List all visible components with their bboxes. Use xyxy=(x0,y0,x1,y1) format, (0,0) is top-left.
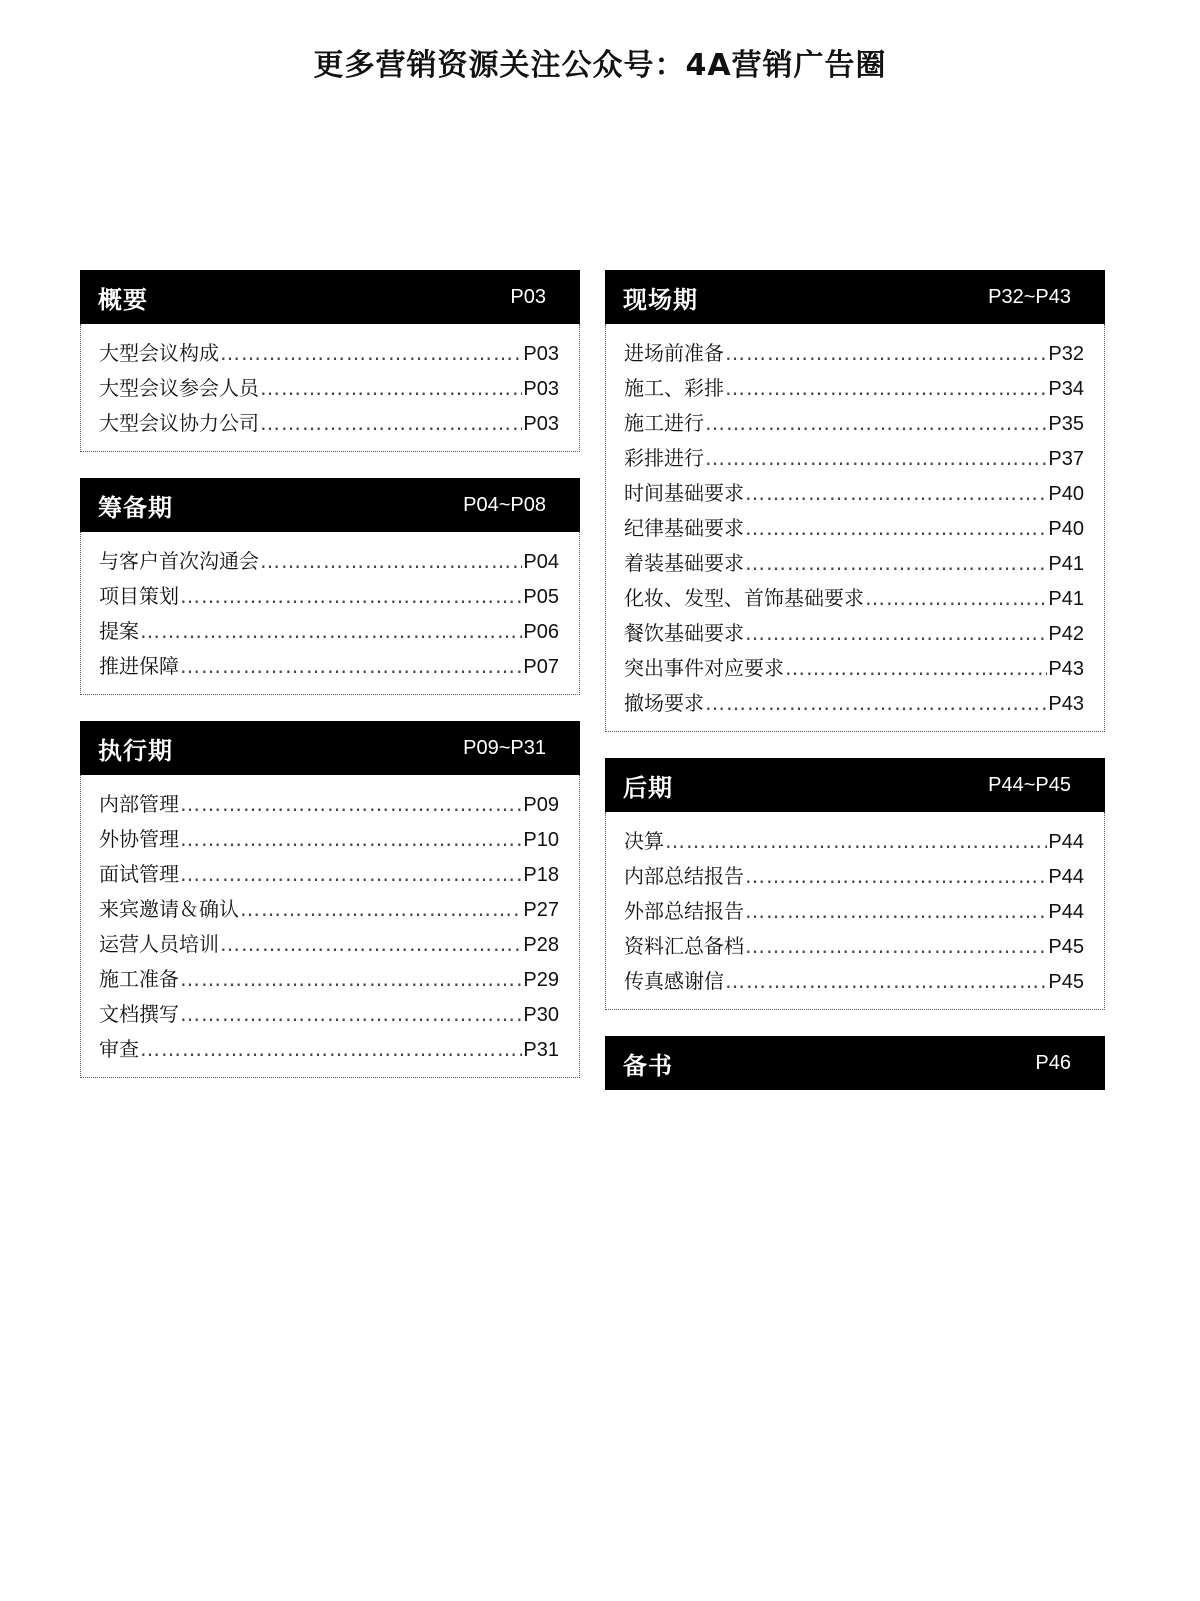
toc-entry-page: P45 xyxy=(1048,971,1084,993)
dot-leader xyxy=(140,614,522,649)
toc-entry-label: 施工准备 xyxy=(99,967,179,991)
dot-leader xyxy=(180,787,522,822)
toc-section xyxy=(605,758,1105,1010)
toc-entry-label: 餐饮基础要求 xyxy=(624,621,744,645)
section-entries xyxy=(605,324,1105,732)
toc-entry-label: 外部总结报告 xyxy=(624,899,744,923)
dot-leader xyxy=(260,371,522,406)
section-page-range: P09~P31 xyxy=(463,736,546,759)
toc-entry-page: P27 xyxy=(523,899,559,921)
toc-entry-label: 时间基础要求 xyxy=(624,481,744,505)
toc-entry-page: P41 xyxy=(1048,588,1084,610)
section-header xyxy=(80,478,580,532)
toc-left-column xyxy=(80,270,580,1104)
toc-entry-page: P10 xyxy=(523,829,559,851)
dot-leader xyxy=(180,962,522,997)
dot-leader xyxy=(180,857,522,892)
toc-entry-label: 决算 xyxy=(624,829,664,853)
toc-entry-page: P07 xyxy=(523,656,559,678)
toc-entry-label: 资料汇总备档 xyxy=(624,934,744,958)
toc-entry xyxy=(624,686,1084,721)
toc-entry xyxy=(624,546,1084,581)
toc-entry xyxy=(624,616,1084,651)
toc-entry-page: P40 xyxy=(1048,518,1084,540)
toc-entry-page: P40 xyxy=(1048,483,1084,505)
toc-entry xyxy=(624,441,1084,476)
section-entries xyxy=(80,775,580,1078)
section-title: 备书 xyxy=(623,1051,673,1080)
section-title: 后期 xyxy=(623,773,673,802)
dot-leader xyxy=(240,892,522,927)
dot-leader xyxy=(260,544,522,579)
toc-entry-page: P18 xyxy=(523,864,559,886)
toc-entry-page: P44 xyxy=(1048,866,1084,888)
toc-entry-page: P37 xyxy=(1048,448,1084,470)
toc-entry xyxy=(624,406,1084,441)
toc-entry xyxy=(99,857,559,892)
toc-entry-page: P09 xyxy=(523,794,559,816)
toc-entry-label: 彩排进行 xyxy=(624,446,704,470)
toc-entry xyxy=(99,544,559,579)
section-title: 执行期 xyxy=(98,736,173,765)
section-page-range: P46 xyxy=(1035,1051,1071,1074)
toc-entry-label: 施工进行 xyxy=(624,411,704,435)
dot-leader xyxy=(180,997,522,1032)
section-entries xyxy=(80,532,580,695)
toc-entry-label: 纪律基础要求 xyxy=(624,516,744,540)
toc-entry-page: P03 xyxy=(523,413,559,435)
toc-entry-page: P03 xyxy=(523,343,559,365)
toc-entry-label: 外协管理 xyxy=(99,827,179,851)
section-page-range: P32~P43 xyxy=(988,285,1071,308)
toc-entry-page: P29 xyxy=(523,969,559,991)
toc-entry xyxy=(99,1032,559,1067)
dot-leader xyxy=(785,651,1047,686)
toc-entry-page: P03 xyxy=(523,378,559,400)
section-header xyxy=(80,721,580,775)
section-title: 概要 xyxy=(98,285,148,314)
toc-entry-page: P35 xyxy=(1048,413,1084,435)
section-page-range: P04~P08 xyxy=(463,493,546,516)
toc-entry-label: 提案 xyxy=(99,619,139,643)
toc-entry-page: P30 xyxy=(523,1004,559,1026)
section-header xyxy=(605,1036,1105,1090)
toc-entry xyxy=(624,894,1084,929)
dot-leader xyxy=(705,406,1047,441)
toc-entry xyxy=(99,962,559,997)
toc-entry-page: P44 xyxy=(1048,901,1084,923)
dot-leader xyxy=(705,686,1047,721)
toc-entry-page: P43 xyxy=(1048,658,1084,680)
toc-entry-label: 大型会议参会人员 xyxy=(99,376,259,400)
section-page-range: P03 xyxy=(510,285,546,308)
toc-entry-page: P28 xyxy=(523,934,559,956)
toc-entry-label: 面试管理 xyxy=(99,862,179,886)
dot-leader xyxy=(180,579,522,614)
toc-entry-label: 化妆、发型、首饰基础要求 xyxy=(624,586,864,610)
toc-entry-label: 审查 xyxy=(99,1037,139,1061)
toc-entry-label: 大型会议构成 xyxy=(99,341,219,365)
toc-entry-label: 文档撰写 xyxy=(99,1002,179,1026)
toc-entry xyxy=(99,822,559,857)
toc-entry xyxy=(624,651,1084,686)
toc-entry-page: P45 xyxy=(1048,936,1084,958)
toc-entry-label: 与客户首次沟通会 xyxy=(99,549,259,573)
toc-entry-label: 大型会议协力公司 xyxy=(99,411,259,435)
dot-leader xyxy=(725,964,1047,999)
toc-entry xyxy=(624,929,1084,964)
dot-leader xyxy=(745,476,1047,511)
toc-entry-page: P42 xyxy=(1048,623,1084,645)
page-title: 更多营销资源关注公众号：4A营销广告圈 xyxy=(313,48,887,83)
toc-entry-page: P44 xyxy=(1048,831,1084,853)
toc-entry-label: 推进保障 xyxy=(99,654,179,678)
section-header xyxy=(605,758,1105,812)
toc-entry-label: 内部总结报告 xyxy=(624,864,744,888)
toc-entry-page: P04 xyxy=(523,551,559,573)
dot-leader xyxy=(180,822,522,857)
dot-leader xyxy=(745,616,1047,651)
dot-leader xyxy=(725,336,1047,371)
dot-leader xyxy=(180,649,522,684)
toc-entry xyxy=(624,511,1084,546)
section-header xyxy=(80,270,580,324)
toc-entry-page: P05 xyxy=(523,586,559,608)
dot-leader xyxy=(745,511,1047,546)
toc-entry-page: P34 xyxy=(1048,378,1084,400)
toc-section xyxy=(80,270,580,452)
toc-section xyxy=(80,478,580,695)
toc-entry-page: P41 xyxy=(1048,553,1084,575)
toc-entry-page: P32 xyxy=(1048,343,1084,365)
toc-entry-label: 运营人员培训 xyxy=(99,932,219,956)
dot-leader xyxy=(745,894,1047,929)
section-entries xyxy=(605,812,1105,1010)
toc-entry-label: 着装基础要求 xyxy=(624,551,744,575)
toc-entry-page: P43 xyxy=(1048,693,1084,715)
toc-entry xyxy=(624,476,1084,511)
dot-leader xyxy=(745,859,1047,894)
section-page-range: P44~P45 xyxy=(988,773,1071,796)
toc-entry xyxy=(99,892,559,927)
toc-entry xyxy=(624,859,1084,894)
dot-leader xyxy=(725,371,1047,406)
toc-entry xyxy=(99,649,559,684)
toc-entry-label: 内部管理 xyxy=(99,792,179,816)
toc-entry-label: 来宾邀请＆确认 xyxy=(99,897,239,921)
section-entries xyxy=(80,324,580,452)
toc-right-column xyxy=(605,270,1105,1116)
section-title: 筹备期 xyxy=(98,493,173,522)
toc-entry xyxy=(624,824,1084,859)
dot-leader xyxy=(745,929,1047,964)
toc-entry xyxy=(99,336,559,371)
dot-leader xyxy=(220,336,522,371)
toc-entry xyxy=(99,614,559,649)
toc-entry xyxy=(624,371,1084,406)
toc-entry-label: 项目策划 xyxy=(99,584,179,608)
toc-section xyxy=(80,721,580,1078)
toc-entry xyxy=(624,336,1084,371)
dot-leader xyxy=(705,441,1047,476)
toc-entry xyxy=(99,997,559,1032)
toc-section xyxy=(605,1036,1105,1090)
toc-entry xyxy=(99,927,559,962)
toc-entry xyxy=(99,371,559,406)
toc-entry-label: 突出事件对应要求 xyxy=(624,656,784,680)
dot-leader xyxy=(865,581,1047,616)
toc-entry xyxy=(99,787,559,822)
toc-section xyxy=(605,270,1105,732)
toc-entry-label: 施工、彩排 xyxy=(624,376,724,400)
dot-leader xyxy=(260,406,522,441)
dot-leader xyxy=(665,824,1047,859)
toc-entry xyxy=(99,406,559,441)
section-title: 现场期 xyxy=(623,285,698,314)
toc-entry-page: P31 xyxy=(523,1039,559,1061)
dot-leader xyxy=(220,927,522,962)
section-header xyxy=(605,270,1105,324)
toc-entry xyxy=(624,581,1084,616)
toc-entry-page: P06 xyxy=(523,621,559,643)
toc-entry-label: 传真感谢信 xyxy=(624,969,724,993)
toc-entry xyxy=(624,964,1084,999)
toc-entry-label: 进场前准备 xyxy=(624,341,724,365)
dot-leader xyxy=(745,546,1047,581)
dot-leader xyxy=(140,1032,522,1067)
toc-entry xyxy=(99,579,559,614)
toc-entry-label: 撤场要求 xyxy=(624,691,704,715)
